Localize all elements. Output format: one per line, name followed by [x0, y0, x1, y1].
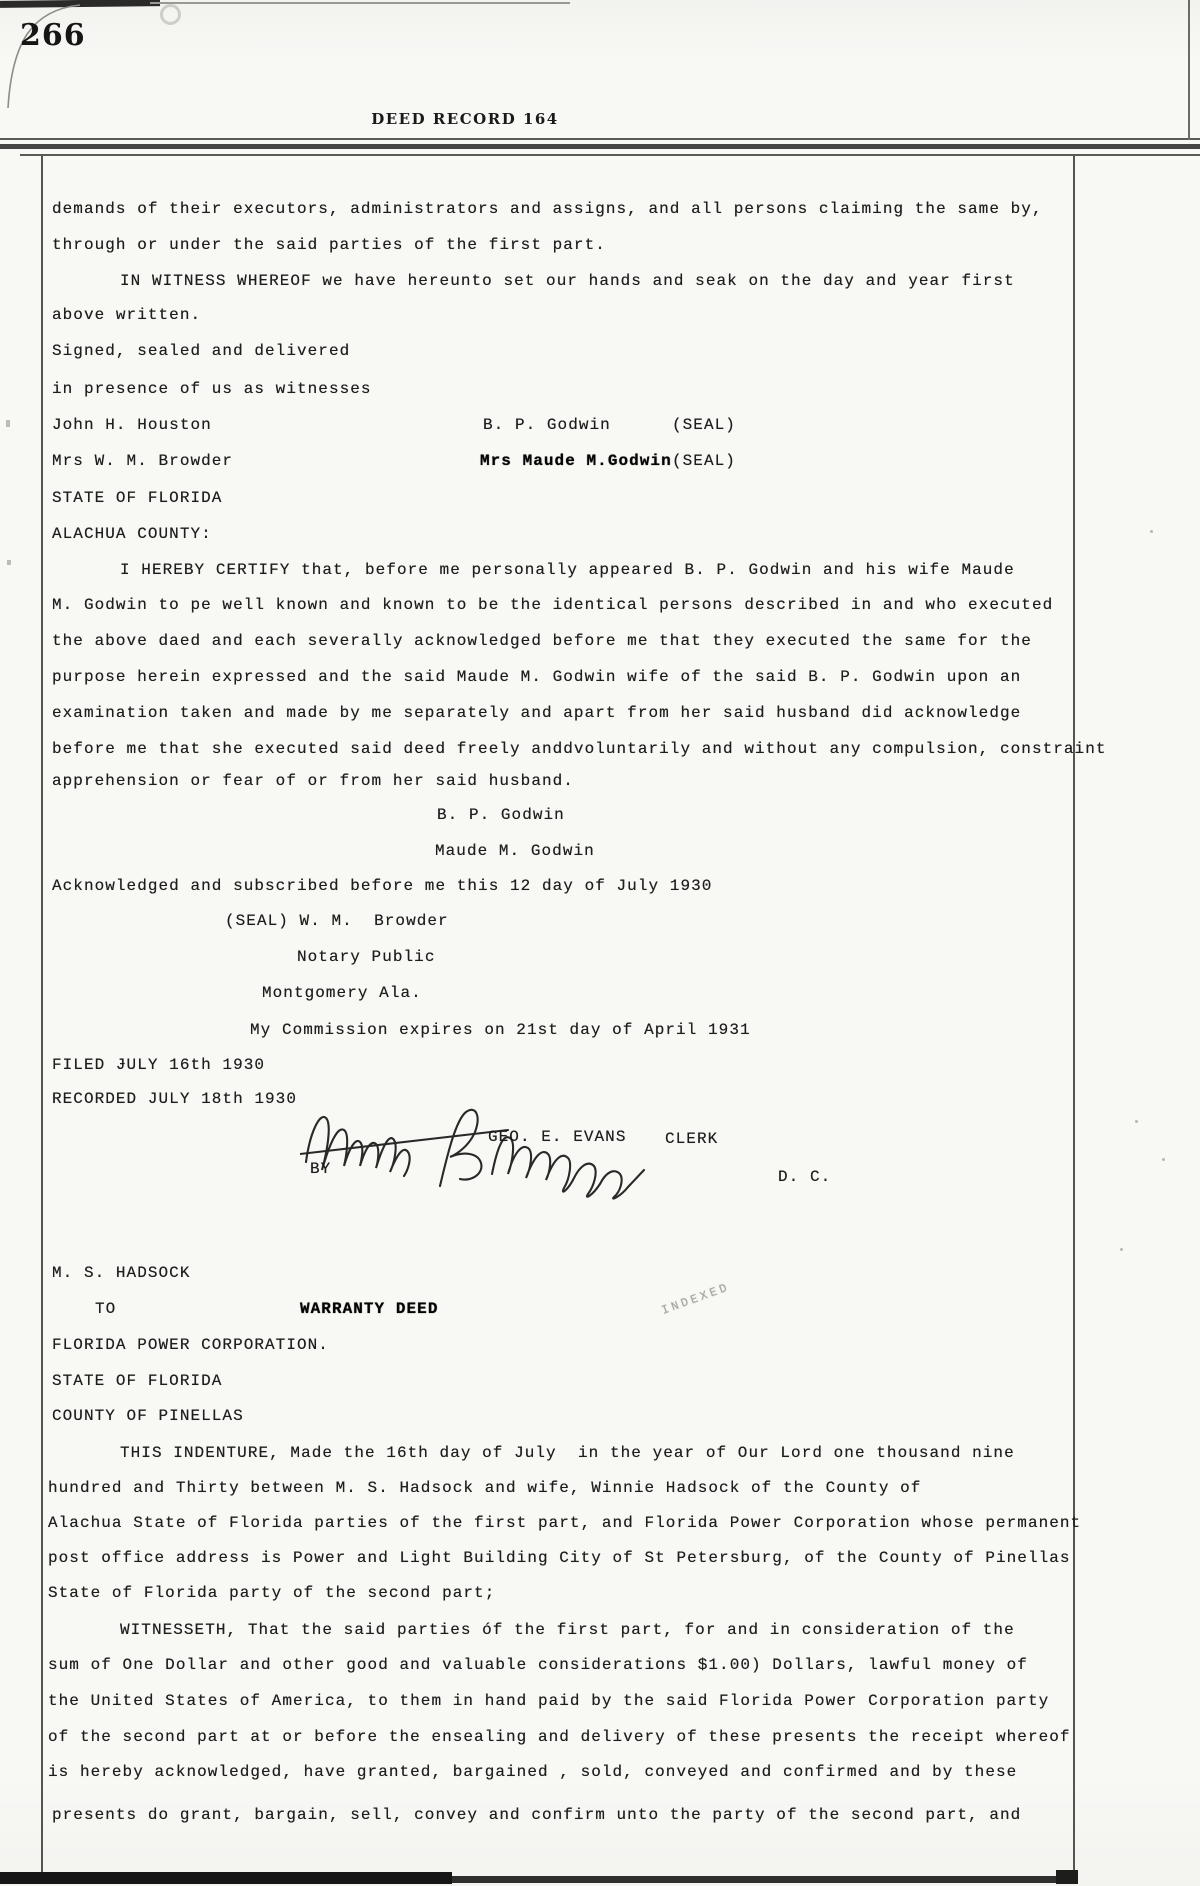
text-line: WARRANTY DEED — [300, 1300, 439, 1318]
text-line: TO — [95, 1300, 117, 1318]
scan-edge-line — [150, 2, 570, 4]
text-line: M. Godwin to pe well known and known to be the identical persons described in and who executed — [52, 596, 1054, 614]
text-line: Montgomery Ala. — [262, 984, 422, 1002]
text-line: examination taken and made by me separately and apart from her said husband did acknowledge — [52, 704, 1022, 722]
text-line: Alachua State of Florida parties of the first part, and Florida Power Corporation whose permanent — [48, 1514, 1082, 1532]
text-line: RECORDED JULY 18th 1930 — [52, 1090, 297, 1108]
text-line: My Commission expires on 21st day of April 1931 — [250, 1021, 751, 1039]
text-line: hundred and Thirty between M. S. Hadsock and wife, Winnie Hadsock of the County of — [48, 1479, 922, 1497]
text-line: B. P. Godwin — [483, 416, 611, 434]
margin-speck — [6, 420, 10, 427]
text-line: State of Florida party of the second part; — [48, 1584, 496, 1602]
margin-dot — [1135, 1120, 1138, 1123]
text-line: Maude M. Godwin — [435, 842, 595, 860]
text-line: M. S. HADSOCK — [52, 1264, 191, 1282]
text-line: is hereby acknowledged, have granted, bargained , sold, conveyed and confirmed and by these — [48, 1763, 1018, 1781]
bottom-scan-band — [0, 1872, 452, 1884]
text-line: above written. — [52, 306, 202, 324]
clerk-signature — [300, 1100, 670, 1200]
bottom-scan-band — [452, 1876, 1078, 1883]
text-line: purpose herein expressed and the said Maude M. Godwin wife of the said B. P. Godwin upon an — [52, 668, 1022, 686]
margin-speck — [7, 560, 11, 565]
page-edge-line — [1188, 0, 1190, 140]
smudge-mark — [160, 4, 181, 25]
text-line: Mrs Maude M.Godwin — [480, 452, 672, 470]
text-line: presents do grant, bargain, sell, convey and confirm unto the party of the second part, and — [52, 1806, 1022, 1824]
left-margin-rule — [41, 156, 43, 1876]
text-line: GEO. E. EVANS — [488, 1128, 627, 1146]
text-line: FLORIDA POWER CORPORATION. — [52, 1336, 329, 1354]
text-line: before me that she executed said deed freely anddvoluntarily and without any compulsion, constraint — [52, 740, 1107, 758]
text-line: CLERK — [665, 1130, 719, 1148]
text-line: Acknowledged and subscribed before me this 12 day of July 1930 — [52, 877, 713, 895]
page-header-title: DEED RECORD 164 — [371, 110, 559, 128]
text-line: B. P. Godwin — [437, 806, 565, 824]
text-line: demands of their executors, administrators and assigns, and all persons claiming the same by, — [52, 200, 1043, 218]
text-line: through or under the said parties of the first part. — [52, 236, 606, 254]
text-line: Mrs W. M. Browder — [52, 452, 234, 470]
page-number: 266 — [20, 18, 86, 53]
text-line: ALACHUA COUNTY: — [52, 525, 212, 543]
text-line: COUNTY OF PINELLAS — [52, 1407, 244, 1425]
text-line: (SEAL) — [672, 452, 736, 470]
text-line: STATE OF FLORIDA — [52, 489, 223, 507]
text-line: D. C. — [778, 1168, 832, 1186]
header-rule-thin-bottom — [20, 154, 1200, 156]
margin-dot — [1150, 530, 1153, 533]
text-line: BY — [310, 1160, 332, 1178]
bottom-scan-blob — [1056, 1870, 1078, 1884]
text-line: IN WITNESS WHEREOF we have hereunto set our hands and seak on the day and year first — [120, 272, 1015, 290]
text-line: STATE OF FLORIDA — [52, 1372, 223, 1390]
text-line: John H. Houston — [52, 416, 212, 434]
text-line: (SEAL) — [672, 416, 736, 434]
text-line: THIS INDENTURE, Made the 16th day of July in the year of Our Lord one thousand nine — [120, 1444, 1015, 1462]
text-line: FILED ɈULY 16th 1930 — [52, 1056, 266, 1074]
text-line: the above daed and each severally acknowledged before me that they executed the same for the — [52, 632, 1032, 650]
text-line: the United States of America, to them in hand paid by the said Florida Power Corporation party — [48, 1692, 1050, 1710]
margin-dot — [1120, 1248, 1123, 1251]
header-rule-thick — [0, 144, 1200, 149]
text-line: apprehension or fear of or from her said husband. — [52, 772, 574, 790]
text-line: (SEAL) W. M. Browder — [225, 912, 449, 930]
indexed-stamp: INDEXED — [659, 1280, 732, 1318]
text-line: Notary Public — [297, 948, 436, 966]
text-line: Signed, sealed and delivered — [52, 342, 351, 360]
text-line: WITNESSETH, That the said parties óf the first part, for and in consideration of the — [120, 1621, 1015, 1639]
text-line: I HEREBY CERTIFY that, before me personally appeared B. P. Godwin and his wife Maude — [120, 561, 1015, 579]
text-line: of the second part at or before the ensealing and delivery of these presents the receipt whereof — [48, 1728, 1071, 1746]
text-line: post office address is Power and Light Building City of St Petersburg, of the County of Pinellas — [48, 1549, 1071, 1567]
right-margin-rule — [1073, 156, 1075, 1876]
text-line: in presence of us as witnesses — [52, 380, 372, 398]
text-line: sum of One Dollar and other good and valuable considerations $1.00) Dollars, lawful money of — [48, 1656, 1028, 1674]
margin-dot — [1162, 1158, 1165, 1161]
header-rule-thin-top — [0, 138, 1200, 140]
